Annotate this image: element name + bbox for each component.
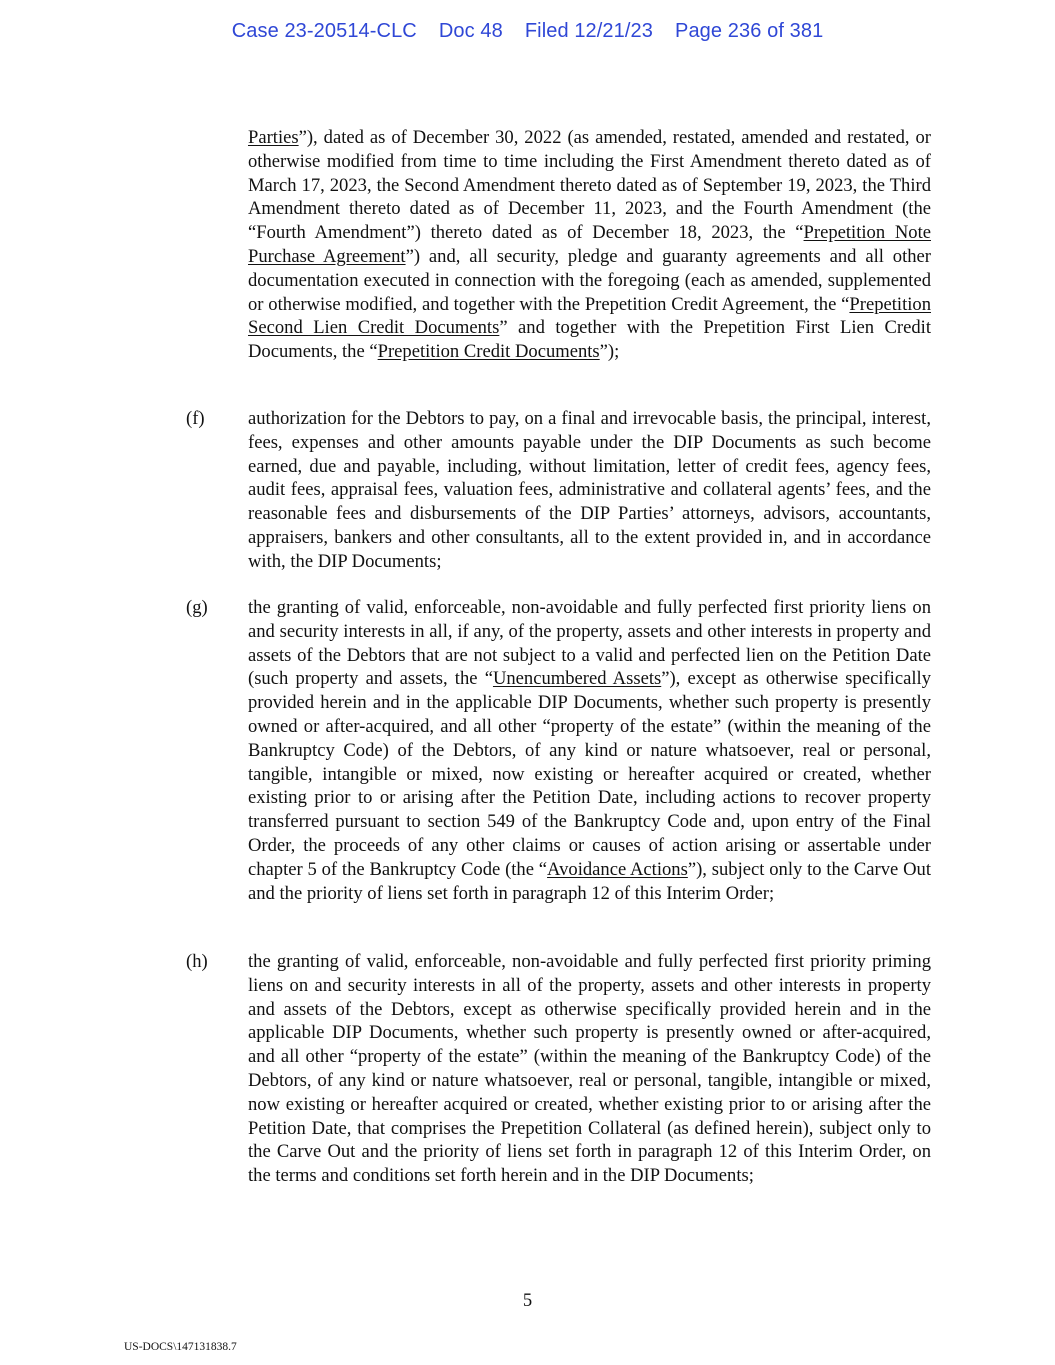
ecf-filing-header (0, 20, 1055, 43)
paragraph-label-g: (g) (186, 597, 208, 618)
continued-paragraph: Parties”), dated as of December 30, 2022 (as amended, restated, amended and restated, or otherwise modified from time to time including the First Amendment thereto dated as of March 17, 2023, the Second Amendment thereto dated as of September 19, 2023, the Third Amendment thereto dated as of December 11, 2023, and the Fourth Amendment (the “Fourth Amendment”) thereto dated as of December 18, 2023, the “Prepetition Note Purchase Agreement”) and, all security, pledge and guaranty agreements and all other documentation executed in connection with the foregoing (each as amended, supplemented or otherwise modified, and together with the Prepetition Credit Agreement, the “Prepetition Second Lien Credit Documents” and together with the Prepetition First Lien Credit Documents, the “Prepetition Credit Documents”); (248, 127, 931, 363)
paragraph-h: the granting of valid, enforceable, non-avoidable and fully perfected first priority priming liens on and security interests in all of the property, assets and other interests in property and assets of the Debtors, except as otherwise specifically provided herein and in the applicable DIP Documents, whether such property is presently owned or after-acquired, and all other “property of the estate” (within the meaning of the Bankruptcy Code) of the Debtors, of any kind or nature whatsoever, real or personal, tangible, intangible or mixed, now existing or hereafter acquired or created, whether existing prior to or arising after the Petition Date, that comprises the Prepetition Collateral (as defined herein), subject only to the Carve Out and the priority of liens set forth in paragraph 12 of this Interim Order, on the terms and conditions set forth herein and in the DIP Documents; (248, 951, 931, 1187)
page-count: Page 236 of 381 (675, 20, 824, 42)
filed-date: Filed 12/21/23 (524, 20, 653, 42)
defined-term-unencumbered-assets: Unencumbered Assets (492, 668, 662, 690)
defined-term-prepetition-second-lien-credit-documents: Prepetition Second Lien Credit Documents (248, 293, 931, 339)
paragraph-f: authorization for the Debtors to pay, on a final and irrevocable basis, the principal, interest, fees, expenses and other amounts payable under the DIP Documents as such become earned, due and payable, including, without limitation, letter of credit fees, agency fees, audit fees, appraisal fees, valuation fees, administrative and collateral agents’ fees, and the reasonable fees and disbursements of the DIP Parties’ attorneys, advisors, accountants, appraisers, bankers and other consultants, all to the extent provided in, and in accordance with, the DIP Documents; (248, 408, 931, 572)
defined-term-prepetition-note-purchase-agreement: Prepetition Note Purchase Agreement (248, 222, 931, 267)
defined-term-parties: Parties (248, 127, 299, 148)
paragraph-label-h: (h) (186, 951, 208, 972)
page-number: 5 (522, 1290, 533, 1311)
defined-term-avoidance-actions: Avoidance Actions (547, 858, 688, 880)
defined-term-prepetition-credit-documents: Prepetition Credit Documents (377, 341, 600, 363)
docket-number: Doc 48 (438, 20, 503, 42)
paragraph-g: the granting of valid, enforceable, non-avoidable and fully perfected first priority liens on and security interests in all, if any, of the property, assets and other interests in property and assets of the Debtors that are not subject to a valid and perfected lien on the Petition Date (such property and assets, the “Unencumbered Assets”), except as otherwise specifically provided herein and in the applicable DIP Documents, whether such property is presently owned or after-acquired, and all other “property of the estate” (within the meaning of the Bankruptcy Code) of the Debtors, of any kind or nature whatsoever, real or personal, tangible, intangible or mixed, now existing or hereafter acquired or created, whether existing prior to or arising after the Petition Date, including actions to recover property transferred pursuant to section 549 of the Bankruptcy Code and, upon entry of the Final Order, the proceeds of any other claims or causes of action arising or assertable under chapter 5 of the Bankruptcy Code (the “Avoidance Actions”), subject only to the Carve Out and the priority of liens set forth in paragraph 12 of this Interim Order; (248, 597, 931, 904)
case-number: Case 23-20514-CLC (231, 20, 417, 42)
paragraph-label-f: (f) (186, 408, 205, 429)
document-id: US-DOCS\147131838.7 (124, 1341, 237, 1353)
